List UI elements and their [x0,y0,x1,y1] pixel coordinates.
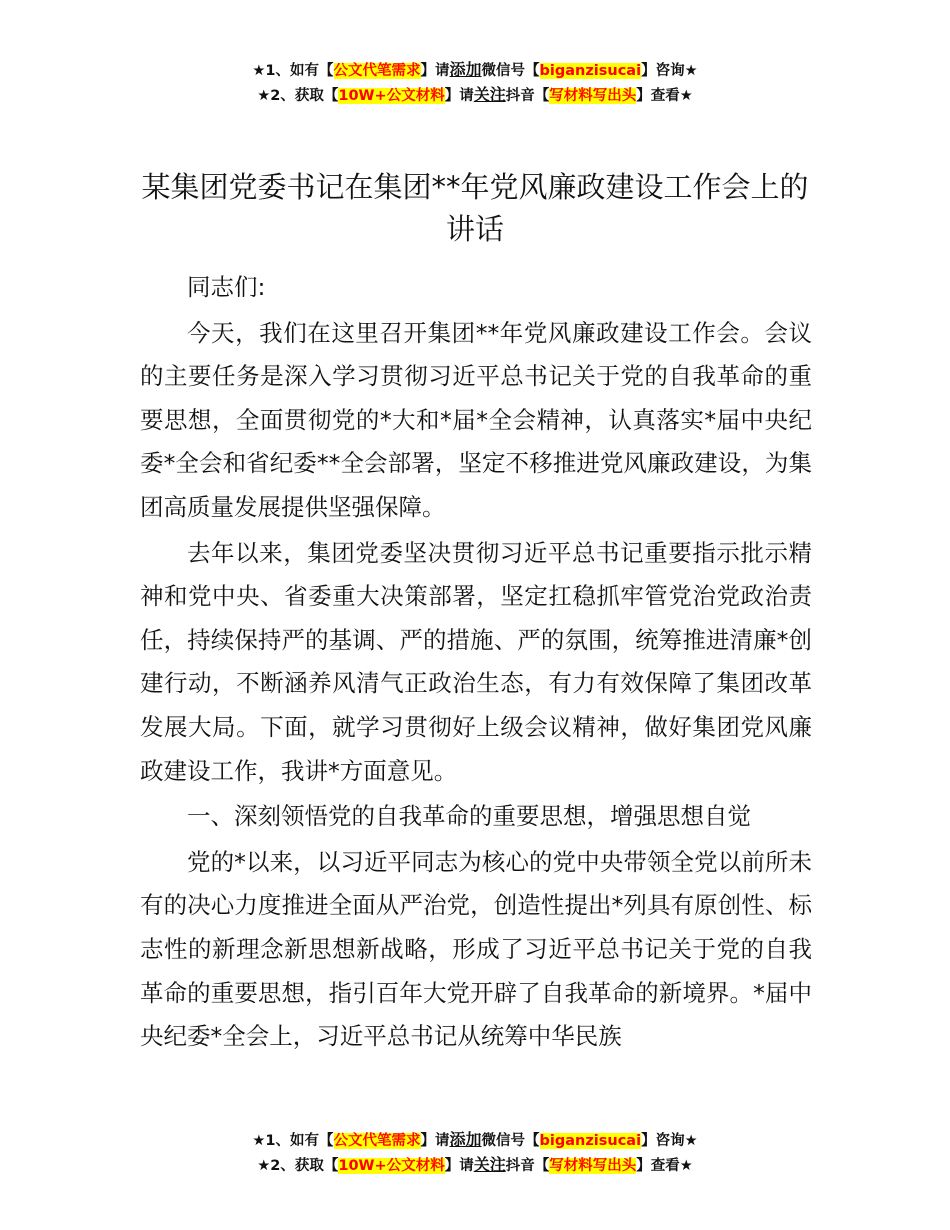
promo-highlight: 10W+公文材料 [338,88,445,104]
promo-text: 】请 [420,1133,450,1149]
promo-text: 】查看★ [636,1158,693,1174]
footer-promo-line-1 [0,1128,950,1153]
promo-text: 】咨询★ [641,1133,698,1149]
promo-text: ★2、获取【 [257,88,339,104]
paragraph: 去年以来，集团党委坚决贯彻习近平总书记重要指示批示精神和党中央、省委重大决策部署，坚定扛稳抓牢管党治党政治责任，持续保持严的基调、严的措施、严的氛围，统筹推进清廉*创建行动，不断涵养风清气正政治生态，有力有效保障了集团改革发展大局。下面，就学习贯彻好上级会议精神，做好集团党风廉政建设工作，我讲*方面意见。 [140,538,812,785]
promo-text: 微信号【 [481,1133,540,1149]
paragraph: 今天，我们在这里召开集团**年党风廉政建设工作会。会议的主要任务是深入学习贯彻习近平总书记关于党的自我革命的重要思想，全面贯彻党的*大和*届*全会精神，认真落实*届中央纪委*全会和省纪委**全会部署，坚定不移推进党风廉政建设，为集团高质量发展提供坚强保障。 [140,318,812,521]
promo-text: 】请 [420,63,450,79]
promo-text: 】咨询★ [641,63,698,79]
promo-wechat-id: biganzisucai [539,63,642,79]
promo-highlight: 公文代笔需求 [333,63,421,79]
promo-wechat-id: biganzisucai [539,1133,642,1149]
promo-text: ★1、如有【 [252,1133,334,1149]
header-promo-line-1 [0,58,950,83]
promo-highlight: 10W+公文材料 [338,1158,445,1174]
promo-text: 】请 [444,88,474,104]
promo-text: 抖音【 [505,88,550,104]
promo-text: 】请 [444,1158,474,1174]
promo-highlight: 公文代笔需求 [333,1133,421,1149]
document-title: 某集团党委书记在集团**年党风廉政建设工作会上的讲话 [141,170,809,246]
footer-promo-line-2 [0,1153,950,1178]
promo-underline: 添加 [449,60,482,79]
promo-underline: 添加 [449,1130,482,1149]
promo-text: ★1、如有【 [252,63,334,79]
promo-text: 抖音【 [505,1158,550,1174]
salutation: 同志们: [187,273,266,301]
promo-underline: 关注 [473,85,506,104]
paragraph: 党的*以来，以习近平同志为核心的党中央带领全党以前所未有的决心力度推进全面从严治党，创造性提出*列具有原创性、标志性的新理念新思想新战略，形成了习近平总书记关于党的自我革命的重要思想，指引百年大党开辟了自我革命的新境界。*届中央纪委*全会上，习近平总书记从统筹中华民族 [140,847,812,1051]
header-promo [0,58,950,108]
promo-douyin-id: 写材料写出头 [549,1158,637,1174]
promo-text: 微信号【 [481,63,540,79]
promo-text: 】查看★ [636,88,693,104]
promo-underline: 关注 [473,1155,506,1174]
promo-douyin-id: 写材料写出头 [549,88,637,104]
footer-promo [0,1128,950,1178]
document-body [140,266,812,1061]
section-heading: 一、深刻领悟党的自我革命的重要思想，增强思想自觉 [187,802,751,831]
header-promo-line-2 [0,83,950,108]
promo-text: ★2、获取【 [257,1158,339,1174]
